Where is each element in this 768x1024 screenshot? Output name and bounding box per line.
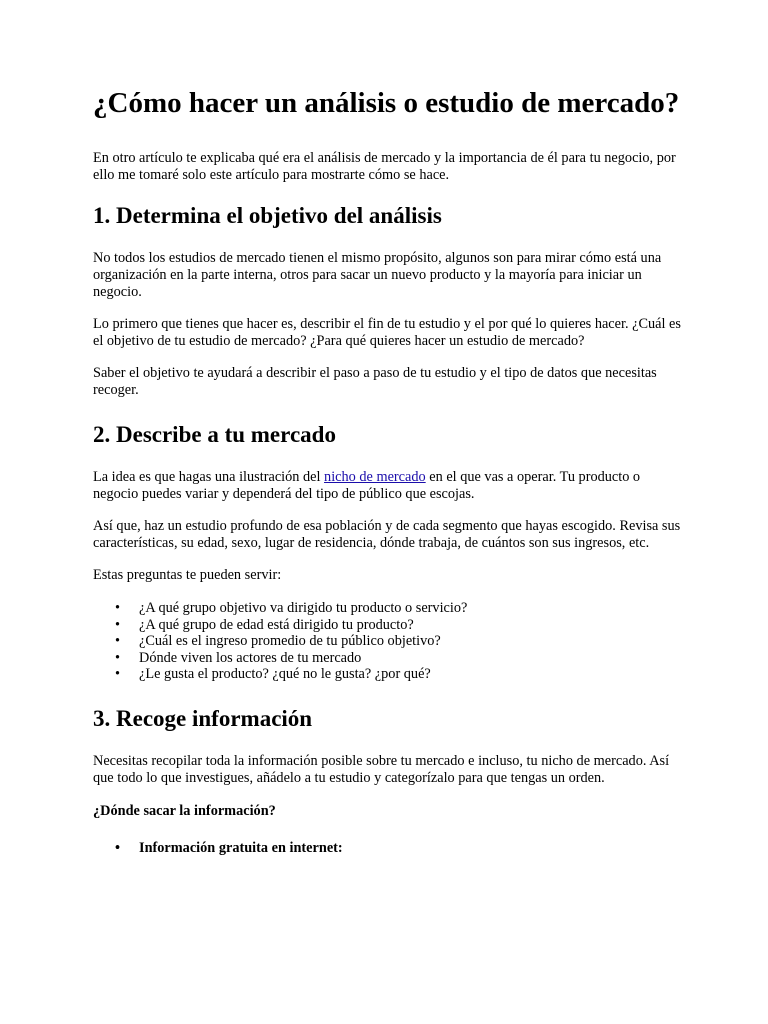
- section-1-paragraph-3: Saber el objetivo te ayudará a describir el paso a paso de tu estudio y el tipo de datos que necesitas recoger.: [93, 365, 657, 398]
- bullet-icon: •: [115, 616, 121, 633]
- section-2-paragraph-1: [93, 469, 683, 503]
- section-2-heading: 2. Describe a tu mercado: [93, 422, 336, 447]
- section-2-paragraph-2: Así que, haz un estudio profundo de esa población y de cada segmento que hayas escogido. Revisa sus características, su edad, sexo, lugar de residencia, dónde trabaja, de cuántos son sus ingresos, etc.: [93, 518, 681, 551]
- list-item: [93, 633, 683, 650]
- sources-subheading: ¿Dónde sacar la información?: [93, 802, 276, 819]
- document-page: [93, 88, 683, 873]
- list-item-text: ¿Cuál es el ingreso promedio de tu público objetivo?: [139, 633, 441, 650]
- nicho-de-mercado-link[interactable]: nicho de mercado: [324, 469, 426, 485]
- bullet-icon: •: [115, 666, 121, 683]
- list-item: [93, 666, 683, 683]
- page-title: ¿Cómo hacer un análisis o estudio de mercado?: [93, 87, 680, 119]
- list-item-text: Información gratuita en internet:: [139, 839, 343, 856]
- section-1-heading: 1. Determina el objetivo del análisis: [93, 203, 442, 228]
- section-2-paragraph-3: Estas preguntas te pueden servir:: [93, 567, 282, 583]
- questions-list: [93, 600, 683, 683]
- list-item: [93, 840, 683, 857]
- sources-list: [93, 840, 683, 857]
- section-3-paragraph-1: Necesitas recopilar toda la información posible sobre tu mercado e incluso, tu nicho de mercado. Así que todo lo que investigues, añádelo a tu estudio y categorízalo para que tengas un orden.: [93, 752, 670, 786]
- section-3-heading: 3. Recoge información: [93, 705, 313, 731]
- list-item-text: ¿A qué grupo de edad está dirigido tu producto?: [139, 616, 414, 633]
- bullet-icon: •: [115, 649, 121, 666]
- section-1-paragraph-2: Lo primero que tienes que hacer es, describir el fin de tu estudio y el por qué lo quieres hacer. ¿Cuál es el objetivo de tu estudio de mercado? ¿Para qué quieres hacer un estudio de mercado?: [93, 316, 681, 349]
- section-2-paragraph-1-start: La idea es que hagas una ilustración del: [93, 469, 325, 485]
- bullet-icon: •: [115, 600, 121, 616]
- list-item: [93, 617, 683, 634]
- intro-paragraph: En otro artículo te explicaba qué era el análisis de mercado y la importancia de él para tu negocio, por ello me tomaré solo este artículo para mostrarte cómo se hace.: [93, 150, 676, 183]
- list-item-text: ¿A qué grupo objetivo va dirigido tu producto o servicio?: [139, 600, 468, 616]
- list-item: [93, 600, 683, 617]
- bullet-icon: •: [115, 633, 121, 650]
- section-2-paragraph-1-end: en el que vas a operar. Tu producto o negocio puedes variar y dependerá del tipo de público que escojas.: [93, 469, 641, 502]
- section-1-paragraph-1: No todos los estudios de mercado tienen el mismo propósito, algunos son para mirar cómo está una organización en la parte interna, otros para sacar un nuevo producto y la mayoría para iniciar un negocio.: [93, 250, 662, 300]
- bullet-icon: •: [115, 839, 121, 856]
- list-item-text: Dónde viven los actores de tu mercado: [139, 649, 362, 666]
- list-item: [93, 650, 683, 667]
- list-item-text: ¿Le gusta el producto? ¿qué no le gusta? ¿por qué?: [139, 666, 431, 683]
